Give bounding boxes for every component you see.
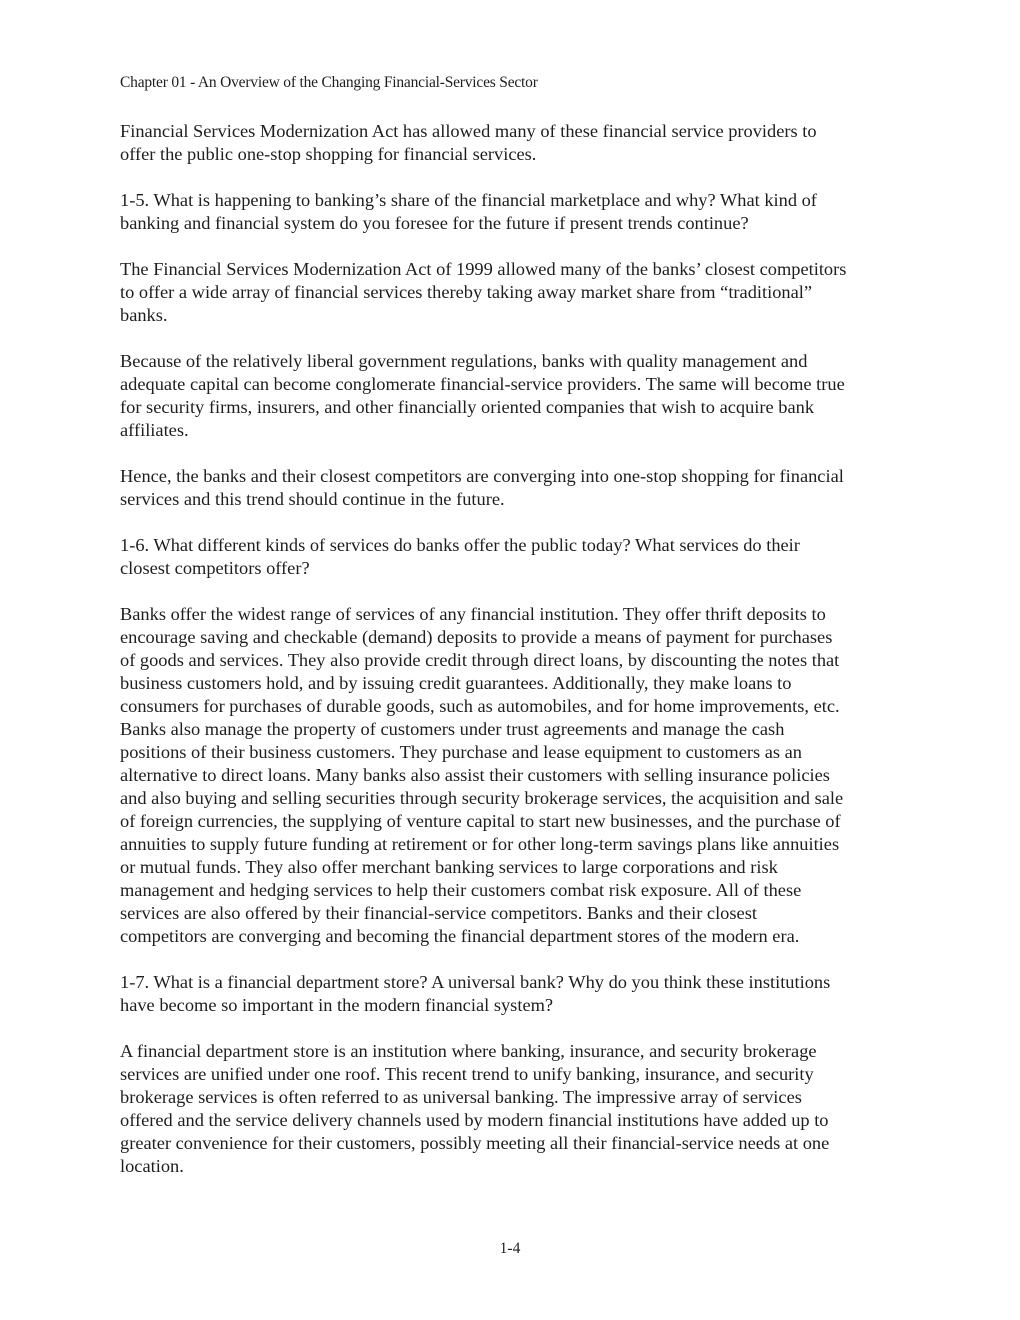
running-header: Chapter 01 - An Overview of the Changing Financial-Services Sector: [120, 74, 538, 91]
text-paragraph: [120, 258, 920, 327]
text-line: consumers for purchases of durable goods, such as automobiles, and for home improvements, etc.: [120, 696, 840, 716]
text-paragraph: [120, 465, 920, 511]
text-line: positions of their business customers. They purchase and lease equipment to customers as an: [120, 742, 803, 762]
text-line: annuities to supply future funding at retirement or for other long-term savings plans like annuities: [120, 834, 840, 854]
text-line: adequate capital can become conglomerate financial-service providers. The same will become true: [120, 374, 845, 394]
text-line: affiliates.: [120, 420, 189, 440]
text-line: offer the public one-stop shopping for financial services.: [120, 144, 537, 164]
text-line: for security firms, insurers, and other financially oriented companies that wish to acquire bank: [120, 397, 815, 417]
text-line: offered and the service delivery channels used by modern financial institutions have added up to: [120, 1110, 829, 1130]
text-line: brokerage services is often referred to as universal banking. The impressive array of services: [120, 1087, 802, 1107]
text-line: to offer a wide array of financial services thereby taking away market share from “traditional”: [120, 282, 813, 302]
text-line: 1-5. What is happening to banking’s share of the financial marketplace and why? What kind of: [120, 190, 817, 210]
text-line: services and this trend should continue in the future.: [120, 489, 505, 509]
text-paragraph: [120, 1040, 920, 1178]
text-line: competitors are converging and becoming the financial department stores of the modern era.: [120, 926, 800, 946]
text-line: services are unified under one roof. This recent trend to unify banking, insurance, and security: [120, 1064, 814, 1084]
question-paragraph: [120, 534, 920, 580]
text-line: Financial Services Modernization Act has allowed many of these financial service providers to: [120, 121, 817, 141]
text-line: Banks also manage the property of customers under trust agreements and manage the cash: [120, 719, 785, 739]
page-number: 1-4: [499, 1240, 521, 1257]
text-line: closest competitors offer?: [120, 558, 310, 578]
question-paragraph: [120, 189, 920, 235]
text-line: alternative to direct loans. Many banks also assist their customers with selling insurance policies: [120, 765, 830, 785]
text-line: A financial department store is an institution where banking, insurance, and security brokerage: [120, 1041, 817, 1061]
text-line: 1-6. What different kinds of services do banks offer the public today? What services do their: [120, 535, 800, 555]
text-paragraph: [120, 120, 920, 166]
text-line: or mutual funds. They also offer merchant banking services to large corporations and risk: [120, 857, 778, 877]
text-line: encourage saving and checkable (demand) deposits to provide a means of payment for purchases: [120, 627, 833, 647]
text-line: greater convenience for their customers, possibly meeting all their financial-service needs at one: [120, 1133, 830, 1153]
text-line: banks.: [120, 305, 168, 325]
question-paragraph: [120, 971, 920, 1017]
text-line: Because of the relatively liberal government regulations, banks with quality management and: [120, 351, 808, 371]
text-line: location.: [120, 1156, 184, 1176]
text-line: business customers hold, and by issuing credit guarantees. Additionally, they make loans to: [120, 673, 792, 693]
text-line: have become so important in the modern financial system?: [120, 995, 554, 1015]
text-line: and also buying and selling securities through security brokerage services, the acquisition and sale: [120, 788, 844, 808]
text-line: Hence, the banks and their closest competitors are converging into one-stop shopping for financial: [120, 466, 844, 486]
text-line: 1-7. What is a financial department store? A universal bank? Why do you think these institutions: [120, 972, 831, 992]
text-line: management and hedging services to help their customers combat risk exposure. All of these: [120, 880, 802, 900]
text-line: The Financial Services Modernization Act of 1999 allowed many of the banks’ closest competitors: [120, 259, 847, 279]
text-paragraph: [120, 603, 920, 948]
text-line: Banks offer the widest range of services of any financial institution. They offer thrift deposits to: [120, 604, 826, 624]
text-line: services are also offered by their financial-service competitors. Banks and their closest: [120, 903, 757, 923]
document-body: [120, 120, 920, 1201]
text-line: of goods and services. They also provide credit through direct loans, by discounting the notes that: [120, 650, 840, 670]
text-paragraph: [120, 350, 920, 442]
text-line: banking and financial system do you foresee for the future if present trends continue?: [120, 213, 749, 233]
text-line: of foreign currencies, the supplying of venture capital to start new businesses, and the purchase of: [120, 811, 841, 831]
